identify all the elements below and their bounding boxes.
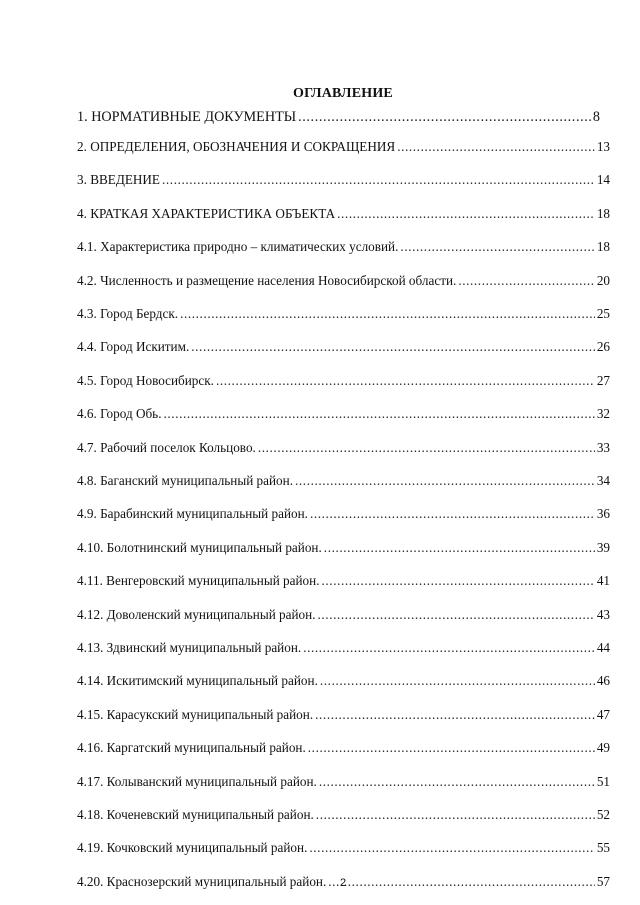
toc-dot-leader (319, 772, 595, 792)
toc-entry-label: 4.9. Барабинский муниципальный район. (77, 506, 308, 522)
toc-dot-leader (318, 605, 595, 625)
toc-entry-page: 49 (596, 740, 610, 756)
toc-entry-page: 39 (596, 539, 610, 555)
toc-dot-leader (164, 404, 595, 424)
toc-entry[interactable] (77, 137, 610, 157)
toc-entry[interactable] (77, 504, 610, 524)
toc-dot-leader (324, 538, 595, 558)
toc-entry[interactable] (77, 705, 610, 725)
toc-dot-leader (308, 738, 595, 758)
toc-entry-page: 13 (596, 139, 610, 154)
toc-entry-page: 27 (596, 372, 610, 388)
toc-entry-label: 4.12. Доволенский муниципальный район. (77, 606, 316, 622)
toc-entry[interactable] (77, 371, 610, 391)
toc-dot-leader (316, 805, 595, 825)
toc-dot-leader (320, 671, 595, 691)
toc-entry-label: 4.7. Рабочий поселок Кольцово. (77, 439, 256, 455)
toc-entry-label: 4.11. Венгеровский муниципальный район. (77, 573, 320, 589)
toc-dot-leader (400, 237, 594, 257)
toc-entry-label: 4. КРАТКАЯ ХАРАКТЕРИСТИКА ОБЪЕКТА (77, 205, 336, 221)
toc-entry-page: 57 (596, 873, 610, 889)
toc-entry[interactable] (77, 204, 610, 224)
toc-entry-page: 18 (596, 239, 610, 255)
toc-dot-leader (458, 271, 595, 291)
toc-entry-page: 34 (596, 473, 610, 488)
toc-entry-label: 4.18. Коченевский муниципальный район. (77, 807, 314, 822)
toc-entry-label: 4.20. Краснозерский муниципальный район. (77, 873, 327, 889)
toc-entry[interactable] (77, 337, 610, 357)
toc-entry[interactable] (77, 605, 610, 625)
toc-entry-label: 4.13. Здвинский муниципальный район. (77, 640, 302, 655)
toc-entry-page: 46 (596, 673, 610, 689)
toc-dot-leader (258, 438, 595, 458)
toc-entry-label: 4.6. Город Обь. (77, 406, 162, 422)
toc-entry-page: 36 (596, 506, 610, 522)
toc-entry-label: 4.14. Искитимский муниципальный район. (77, 673, 318, 689)
toc-entry-page: 44 (596, 640, 610, 655)
toc-entry-page: 26 (596, 339, 610, 355)
toc-dot-leader (295, 471, 595, 491)
page-number: 2 (339, 877, 347, 889)
toc-entry-page: 52 (596, 807, 610, 822)
toc-entry-page: 32 (596, 406, 610, 422)
toc-entry[interactable] (77, 237, 610, 257)
toc-entry-page: 18 (596, 205, 610, 221)
toc-dot-leader (310, 504, 595, 524)
toc-entry-label: 4.16. Каргатский муниципальный район. (77, 740, 306, 756)
toc-entry[interactable] (77, 838, 610, 858)
toc-entry-page: 33 (596, 439, 610, 455)
toc-entry-label: 4.15. Карасукский муниципальный район. (77, 706, 314, 722)
toc-entry[interactable] (77, 170, 610, 190)
toc-entry-page: 14 (596, 172, 610, 188)
toc-entry[interactable] (77, 538, 610, 558)
toc-entry[interactable] (77, 772, 610, 792)
toc-dot-leader (397, 137, 595, 157)
toc-entry-page: 51 (596, 773, 610, 789)
toc-entry[interactable] (77, 107, 600, 127)
toc-entry-label: 4.2. Численность и размещение населения Новосибирской области. (77, 272, 457, 288)
toc-dot-leader (162, 170, 595, 190)
toc-dot-leader (315, 705, 595, 725)
toc-entry[interactable] (77, 805, 610, 825)
toc-entry-label: 4.10. Болотнинский муниципальный район. (77, 539, 322, 555)
toc-entry-label: 4.4. Город Искитим. (77, 339, 190, 355)
toc-entry-page: 47 (596, 706, 610, 722)
toc-entry-label: 4.17. Колыванский муниципальный район. (77, 773, 317, 789)
toc-entry-label: 4.5. Город Новосибирск. (77, 372, 214, 388)
toc-entry-page: 25 (596, 306, 610, 321)
toc-entry-page: 41 (596, 573, 610, 589)
toc-entry[interactable] (77, 571, 610, 591)
toc-dot-leader (322, 571, 595, 591)
toc-entry-label: 2. ОПРЕДЕЛЕНИЯ, ОБОЗНАЧЕНИЯ И СОКРАЩЕНИЯ (77, 139, 396, 154)
toc-entry[interactable] (77, 438, 610, 458)
toc-dot-leader (216, 371, 595, 391)
toc-entry[interactable] (77, 271, 610, 291)
toc-entry[interactable] (77, 404, 610, 424)
toc-entry-page: 8 (592, 109, 600, 125)
page-title: ОГЛАВЛЕНИЕ (293, 86, 393, 101)
toc-dot-leader (303, 638, 595, 658)
toc-dot-leader (191, 337, 595, 357)
toc-entry[interactable] (77, 471, 610, 491)
toc-entry[interactable] (77, 638, 610, 658)
toc-entry-label: 4.19. Кочковский муниципальный район. (77, 840, 308, 856)
toc-dot-leader (180, 304, 595, 324)
toc-entry[interactable] (77, 304, 610, 324)
toc-dot-leader (309, 838, 594, 858)
toc-entry-page: 55 (596, 840, 610, 856)
toc-entry[interactable] (77, 671, 610, 691)
toc-entry-label: 4.1. Характеристика природно – климатических условий. (77, 239, 399, 255)
toc-dot-leader (298, 107, 591, 127)
toc-entry-label: 4.8. Баганский муниципальный район. (77, 473, 294, 488)
toc-entry-label: 1. НОРМАТИВНЫЕ ДОКУМЕНТЫ (77, 109, 297, 125)
toc-entry-page: 43 (596, 606, 610, 622)
toc-entry[interactable] (77, 738, 610, 758)
toc-entry-label: 3. ВВЕДЕНИЕ (77, 172, 160, 188)
toc-entry-label: 4.3. Город Бердск. (77, 306, 179, 321)
toc-dot-leader (337, 204, 595, 224)
toc-entry-page: 20 (596, 272, 610, 288)
